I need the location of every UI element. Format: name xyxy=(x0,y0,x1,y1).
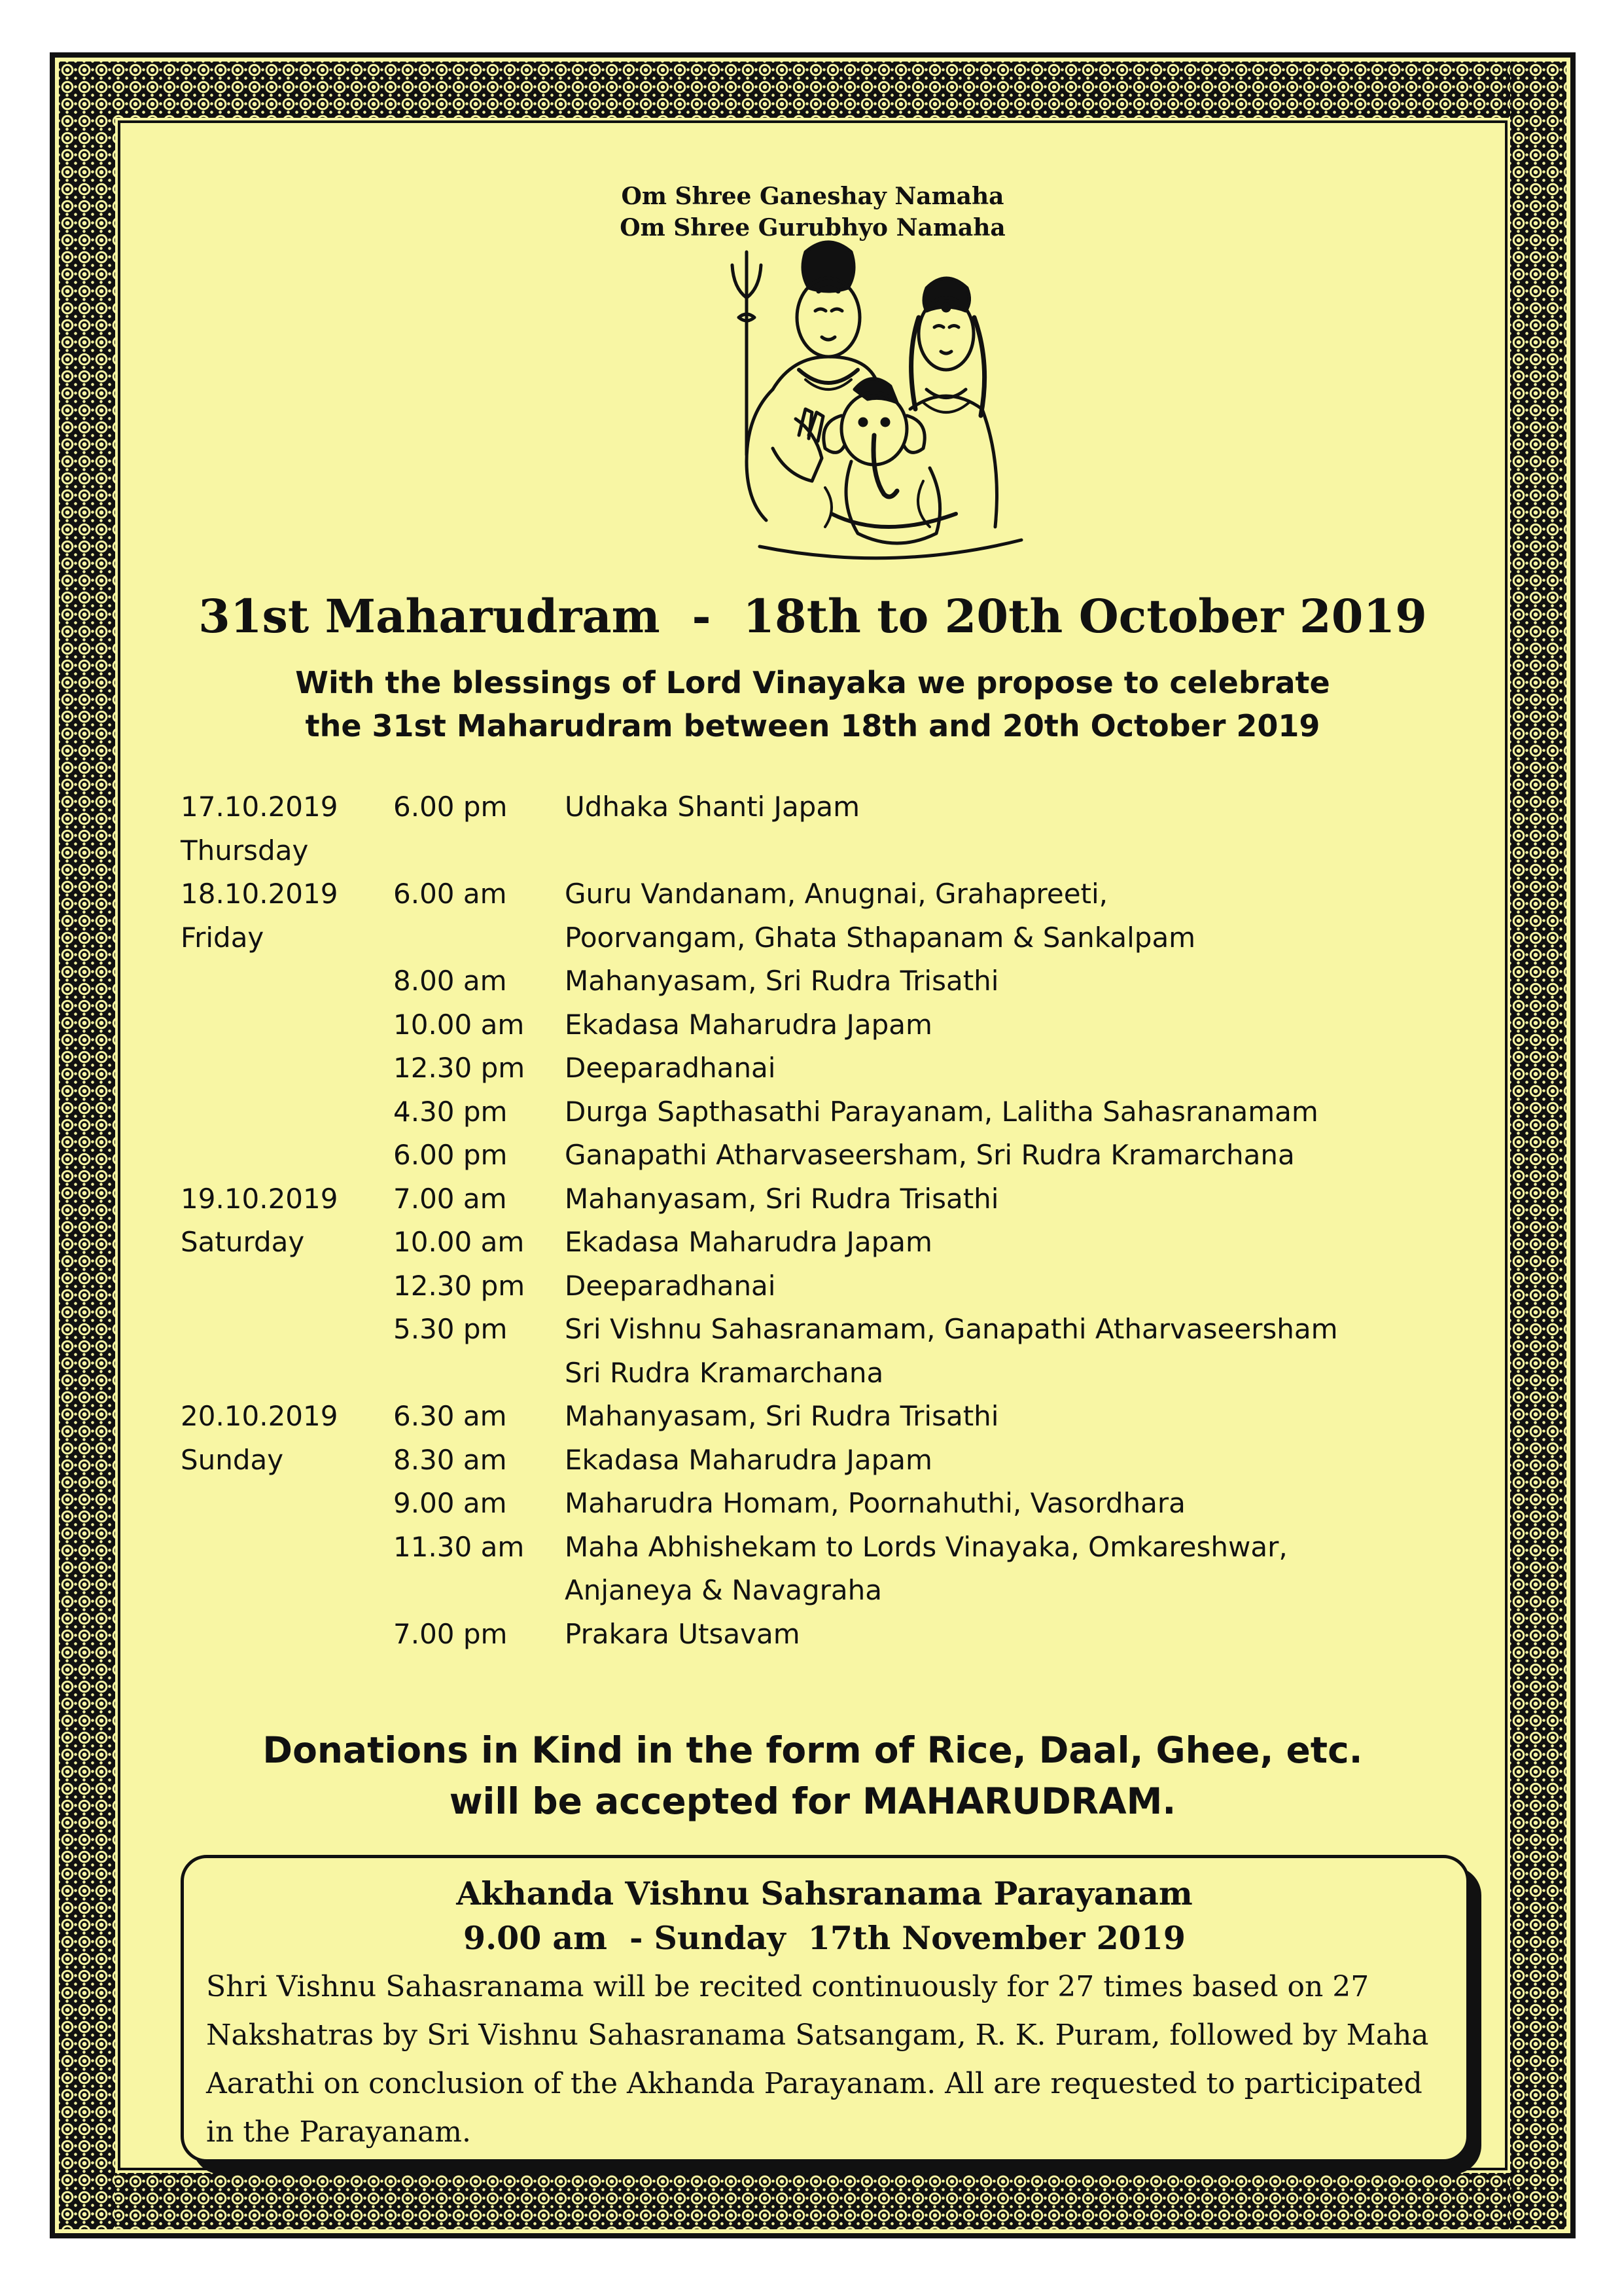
schedule-event: Maha Abhishekam to Lords Vinayaka, Omkareshwar, xyxy=(565,1530,1288,1563)
schedule-row xyxy=(181,1308,1456,1352)
donations-notice xyxy=(122,1725,1504,1827)
schedule-row xyxy=(181,1352,1456,1395)
schedule-event: Anjaneya & Navagraha xyxy=(565,1574,883,1606)
schedule-time: 12.30 pm xyxy=(393,1052,525,1084)
schedule-date: 17.10.2019 xyxy=(181,791,338,823)
subtitle-line-2: the 31st Maharudram between 18th and 20th October 2019 xyxy=(305,708,1320,744)
schedule-date: 19.10.2019 xyxy=(181,1182,338,1215)
schedule-row xyxy=(181,1613,1456,1657)
schedule-time: 7.00 pm xyxy=(393,1617,508,1650)
schedule-event: Deeparadhanai xyxy=(565,1269,776,1302)
schedule-date xyxy=(181,1482,393,1526)
event-title: 31st Maharudram - 18th to 20th October 2019 xyxy=(198,589,1427,643)
schedule-event: Mahanyasam, Sri Rudra Trisathi xyxy=(565,1182,999,1215)
schedule-row xyxy=(181,1177,1456,1221)
schedule-time: 10.00 am xyxy=(393,1226,525,1258)
schedule-time: 6.00 pm xyxy=(393,791,508,823)
invocation xyxy=(122,181,1504,243)
schedule-event: Ganapathi Atharvaseersham, Sri Rudra Kramarchana xyxy=(565,1139,1295,1171)
schedule-time xyxy=(393,1569,565,1613)
poster-content xyxy=(122,124,1504,2166)
schedule-row xyxy=(181,1221,1456,1265)
schedule-event: Sri Rudra Kramarchana xyxy=(565,1356,884,1389)
schedule-row xyxy=(181,1047,1456,1090)
event-subtitle xyxy=(122,661,1504,747)
schedule-event: Ekadasa Maharudra Japam xyxy=(565,1443,932,1476)
schedule-row xyxy=(181,1526,1456,1570)
schedule-time: 8.00 am xyxy=(393,965,507,997)
schedule-date xyxy=(181,1613,393,1657)
notice-title: Akhanda Vishnu Sahsranama Parayanam xyxy=(456,1874,1193,1912)
schedule-row xyxy=(181,1265,1456,1308)
schedule-event: Maharudra Homam, Poornahuthi, Vasordhara xyxy=(565,1487,1186,1519)
schedule-event: Mahanyasam, Sri Rudra Trisathi xyxy=(565,965,999,997)
schedule-time: 4.30 pm xyxy=(393,1095,508,1128)
schedule-date xyxy=(181,1090,393,1134)
invocation-line-1: Om Shree Ganeshay Namaha xyxy=(621,183,1004,210)
donations-line-2: will be accepted for MAHARUDRAM. xyxy=(449,1780,1176,1822)
schedule-time: 9.00 am xyxy=(393,1487,507,1519)
schedule-row xyxy=(181,1134,1456,1177)
poster xyxy=(50,52,1576,2238)
donations-line-1: Donations in Kind in the form of Rice, Daal, Ghee, etc. xyxy=(262,1729,1363,1771)
schedule-row xyxy=(181,960,1456,1003)
schedule-row xyxy=(181,916,1456,960)
schedule-event: Udhaka Shanti Japam xyxy=(565,791,860,823)
schedule-time: 12.30 pm xyxy=(393,1269,525,1302)
schedule-row xyxy=(181,1003,1456,1047)
schedule-row xyxy=(181,1569,1456,1613)
schedule-date xyxy=(181,1134,393,1177)
schedule-time: 10.00 am xyxy=(393,1008,525,1041)
schedule-time xyxy=(393,916,565,960)
schedule-date: Thursday xyxy=(181,834,309,867)
schedule-date xyxy=(181,1308,393,1352)
schedule-event: Durga Sapthasathi Parayanam, Lalitha Sahasranamam xyxy=(565,1095,1318,1128)
schedule-date xyxy=(181,1265,393,1308)
schedule-event: Mahanyasam, Sri Rudra Trisathi xyxy=(565,1400,999,1432)
schedule-event: Deeparadhanai xyxy=(565,1052,776,1084)
schedule-date xyxy=(181,1003,393,1047)
schedule-time: 5.30 pm xyxy=(393,1313,508,1345)
parayanam-notice-box xyxy=(181,1855,1470,2162)
schedule-date xyxy=(181,1569,393,1613)
schedule-event: Sri Vishnu Sahasranamam, Ganapathi Atharvaseersham xyxy=(565,1313,1338,1345)
schedule-time: 7.00 am xyxy=(393,1182,507,1215)
schedule-date: 20.10.2019 xyxy=(181,1400,338,1432)
invocation-line-2: Om Shree Gurubhyo Namaha xyxy=(620,214,1006,242)
schedule-time: 6.00 am xyxy=(393,878,507,910)
shiva-parvati-ganesha-illustration xyxy=(701,239,1041,566)
schedule-time: 8.30 am xyxy=(393,1443,507,1476)
schedule-event: Prakara Utsavam xyxy=(565,1617,800,1650)
schedule-row xyxy=(181,1090,1456,1134)
subtitle-line-1: With the blessings of Lord Vinayaka we propose to celebrate xyxy=(295,665,1330,700)
schedule-date xyxy=(181,1047,393,1090)
schedule-date: Saturday xyxy=(181,1226,305,1258)
schedule-date xyxy=(181,960,393,1003)
schedule-event xyxy=(565,829,1456,873)
schedule-row xyxy=(181,1395,1456,1439)
notice-paragraph: Shri Vishnu Sahasranama will be recited continuously for 27 times based on 27 Nakshatras by Sri Vishnu Sahasranama Satsangam, R. K. Puram, followed by Maha Aarathi on conclusion of the Akhanda Parayanam. All are requested to participated in the Parayanam. xyxy=(206,1970,1429,2149)
schedule-row xyxy=(181,872,1456,916)
schedule-row xyxy=(181,1482,1456,1526)
schedule-time: 6.00 pm xyxy=(393,1139,508,1171)
schedule-event: Poorvangam, Ghata Sthapanam & Sankalpam xyxy=(565,921,1196,954)
schedule-time: 11.30 am xyxy=(393,1530,525,1563)
schedule-row xyxy=(181,1439,1456,1482)
schedule-time: 6.30 am xyxy=(393,1400,507,1432)
schedule-date xyxy=(181,1526,393,1570)
schedule-event: Ekadasa Maharudra Japam xyxy=(565,1008,932,1041)
schedule-row xyxy=(181,829,1456,873)
schedule-time xyxy=(393,829,565,873)
notice-time: 9.00 am - Sunday 17th November 2019 xyxy=(463,1919,1186,1957)
schedule-date: Friday xyxy=(181,921,264,954)
schedule-row xyxy=(181,785,1456,829)
schedule-date: 18.10.2019 xyxy=(181,878,338,910)
schedule-event: Ekadasa Maharudra Japam xyxy=(565,1226,932,1258)
schedule-date: Sunday xyxy=(181,1443,284,1476)
schedule-table xyxy=(181,785,1456,1656)
schedule-time xyxy=(393,1352,565,1395)
schedule-event: Guru Vandanam, Anugnai, Grahapreeti, xyxy=(565,878,1108,910)
schedule-date xyxy=(181,1352,393,1395)
